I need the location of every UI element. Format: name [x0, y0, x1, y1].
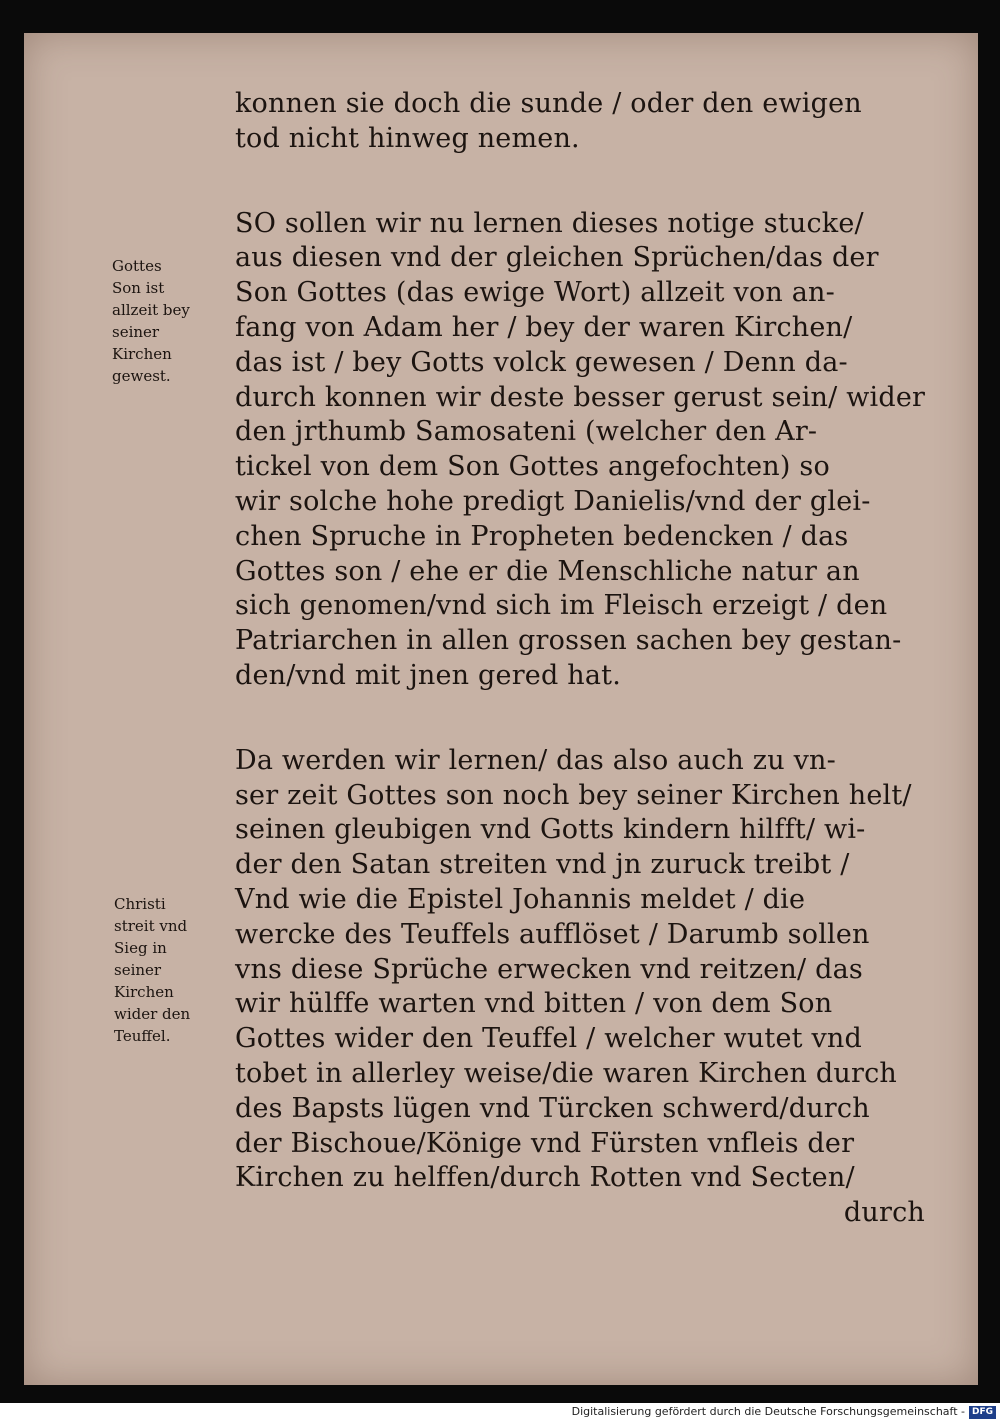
text-line: wir hülffe warten vnd bitten / von dem Son — [235, 988, 833, 1020]
text-line: Da werden wir lernen/ das also auch zu vn- — [235, 744, 836, 776]
margin-line: allzeit bey — [112, 301, 190, 319]
text-line: vns diese Sprüche erwecken vnd reitzen/ das — [235, 953, 863, 985]
margin-line: Christi — [114, 895, 166, 913]
margin-line: seiner — [114, 961, 162, 979]
text-line: Son Gottes (das ewige Wort) allzeit von an- — [235, 277, 835, 309]
margin-line: streit vnd — [114, 917, 188, 935]
text-line: Kirchen zu helffen/durch Rotten vnd Secten/ — [235, 1162, 855, 1194]
margin-note-1 — [112, 255, 222, 387]
text-line: aus diesen vnd der gleichen Sprüchen/das der — [235, 242, 879, 274]
text-line: fang von Adam her / bey der waren Kirchen/ — [235, 311, 853, 343]
text-line: der den Satan streiten vnd jn zuruck treibt / — [235, 849, 850, 881]
margin-line: gewest. — [112, 367, 171, 385]
main-text-block — [235, 87, 925, 1256]
text-line: Gottes son / ehe er die Menschliche natur an — [235, 555, 860, 587]
margin-note-2 — [114, 893, 224, 1047]
text-line: Gottes wider den Teuffel / welcher wutet vnd — [235, 1023, 863, 1055]
margin-line: Gottes — [112, 257, 162, 275]
text-line: Patriarchen in allen grossen sachen bey gestan- — [235, 625, 902, 657]
text-line: SO sollen wir nu lernen dieses notige stucke/ — [235, 207, 864, 239]
paragraph-2 — [235, 207, 925, 694]
text-line: wir solche hohe predigt Danielis/vnd der glei- — [235, 485, 871, 517]
catchword: durch — [843, 1197, 925, 1229]
paragraph-3 — [235, 744, 925, 1231]
footer-credit — [0, 1403, 1000, 1421]
margin-line: Kirchen — [112, 345, 172, 363]
text-line: ser zeit Gottes son noch bey seiner Kirchen helt/ — [235, 779, 912, 811]
book-page — [24, 33, 978, 1385]
margin-line: Son ist — [112, 279, 165, 297]
text-line: des Bapsts lügen vnd Türcken schwerd/durch — [235, 1092, 870, 1124]
text-line: das ist / bey Gotts volck gewesen / Denn da- — [235, 346, 848, 378]
margin-line: Teuffel. — [114, 1027, 171, 1045]
text-line: konnen sie doch die sunde / oder den ewigen — [235, 88, 862, 119]
text-line: tobet in allerley weise/die waren Kirchen durch — [235, 1057, 897, 1089]
text-line: sich genomen/vnd sich im Fleisch erzeigt / den — [235, 590, 888, 622]
text-line: wercke des Teuffels aufflöset / Darumb sollen — [235, 918, 870, 950]
paragraph-1 — [235, 87, 925, 157]
text-line: tod nicht hinweg nemen. — [235, 122, 580, 154]
text-line: tickel von dem Son Gottes angefochten) so — [235, 451, 830, 483]
text-line: chen Spruche in Propheten bedencken / das — [235, 520, 849, 552]
margin-line: Kirchen — [114, 983, 174, 1001]
text-line: seinen gleubigen vnd Gotts kindern hilfft/ wi- — [235, 814, 866, 846]
text-line: Vnd wie die Epistel Johannis meldet / die — [235, 883, 806, 915]
text-line: der Bischoue/Könige vnd Fürsten vnfleis der — [235, 1127, 855, 1159]
text-line: durch konnen wir deste besser gerust sein/ wider — [235, 381, 926, 413]
footer-text: Digitalisierung gefördert durch die Deutsche Forschungsgemeinschaft - — [571, 1405, 965, 1418]
margin-line: wider den — [114, 1005, 191, 1023]
margin-line: Sieg in — [114, 939, 167, 957]
margin-line: seiner — [112, 323, 160, 341]
text-line: den/vnd mit jnen gered hat. — [235, 659, 621, 691]
dfg-logo: DFG — [969, 1406, 996, 1419]
text-line: den jrthumb Samosateni (welcher den Ar- — [235, 416, 818, 448]
